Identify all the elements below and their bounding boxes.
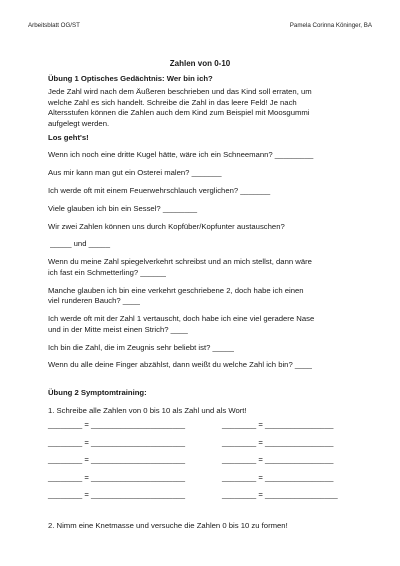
riddle-text: Wenn du meine Zahl spiegelverkehrt schreibst und an mich stellst, dann wäre — [48, 257, 312, 267]
blank-pair-left: ________ = ______________________ — [48, 490, 186, 499]
riddle-text: Wenn ich noch eine dritte Kugel hätte, wäre ich ein Schneemann? _________ — [48, 150, 314, 159]
exercise-1-heading: Übung 1 Optisches Gedächtnis: Wer bin ich? — [48, 74, 213, 83]
riddle-item — [48, 168, 368, 179]
blank-pair-right: ________ = _________________ — [222, 490, 338, 499]
riddle-text: Wenn du alle deine Finger abzählst, dann weißt du welche Zahl ich bin? ____ — [48, 360, 312, 370]
riddle-item — [48, 186, 368, 197]
intro-line: Jede Zahl wird nach dem Äußeren beschrieben und das Kind soll erraten, um — [48, 87, 312, 96]
riddle-text: ich fast ein Schmetterling? ______ — [48, 267, 166, 277]
exercise-2-task-1: 1. Schreibe alle Zahlen von 0 bis 10 als Zahl und als Wort! — [48, 406, 247, 415]
exercise-2-task-2: 2. Nimm eine Knetmasse und versuche die Zahlen 0 bis 10 zu formen! — [48, 521, 288, 530]
blank-pair-right: ________ = ________________ — [222, 420, 334, 429]
grid-row — [48, 490, 368, 508]
intro-line: welche Zahl es sich handelt. Schreibe die Zahl in das leere Feld! Je nach — [48, 97, 297, 107]
riddle-item — [48, 222, 368, 250]
riddle-text: Viele glauben ich bin ein Sessel? ________ — [48, 203, 198, 213]
header-left: Arbeitsblatt OG/ST — [28, 22, 80, 29]
grid-row — [48, 473, 368, 491]
number-word-grid — [48, 420, 368, 508]
riddle-text: und in der Mitte meist einen Strich? ____ — [48, 324, 188, 334]
blank-pair-left: ________ = ______________________ — [48, 472, 186, 482]
riddle-text: viel runderen Bauch? ____ — [48, 296, 140, 306]
blank-pair-right: ________ = ________________ — [222, 472, 334, 482]
riddle-text: Wir zwei Zahlen können uns durch Kopfüber/Kopfunter austauschen? — [48, 221, 285, 231]
blank-pair-right: ________ = ________________ — [222, 437, 334, 447]
riddle-item — [48, 204, 368, 215]
riddle-text: _____ und _____ — [48, 239, 110, 249]
riddle-item — [48, 286, 368, 307]
blank-pair-left: ________ = ______________________ — [48, 420, 186, 429]
blank-pair-left: ________ = ______________________ — [48, 437, 186, 447]
blank-pair-right: ________ = ________________ — [222, 455, 334, 464]
grid-row — [48, 455, 368, 473]
riddle-text: Ich bin die Zahl, die im Zeugnis sehr beliebt ist? _____ — [48, 342, 234, 352]
grid-row — [48, 420, 368, 438]
grid-row — [48, 438, 368, 456]
riddle-item — [48, 343, 368, 354]
riddle-item — [48, 150, 368, 161]
page-title: Zahlen von 0-10 — [169, 59, 231, 68]
riddle-text: Ich werde oft mit einem Feuerwehrschlauch verglichen? _______ — [48, 185, 271, 195]
header-right: Pamela Corinna Köninger, BA — [289, 22, 372, 29]
blank-pair-left: ________ = ______________________ — [48, 455, 186, 464]
intro-line: aufgelegt werden. — [48, 118, 110, 128]
riddle-item — [48, 314, 368, 335]
riddle-text: Ich werde oft mit der Zahl 1 vertauscht, doch habe ich eine viel geradere Nase — [48, 314, 315, 324]
exercise-2-heading: Übung 2 Symptomtraining: — [48, 388, 147, 397]
exercise-1-intro — [48, 87, 368, 129]
riddle-text: Aus mir kann man gut ein Osterei malen? _______ — [48, 167, 222, 177]
riddle-item — [48, 360, 368, 371]
riddle-item — [48, 257, 368, 278]
riddle-text: Manche glauben ich bin eine verkehrt geschriebene 2, doch habe ich einen — [48, 285, 304, 295]
intro-line: Altersstufen können die Zahlen auch dem Kind zum Beispiel mit Moosgummi — [48, 108, 310, 118]
lets-go-heading: Los geht's! — [48, 133, 89, 142]
riddle-list — [48, 150, 368, 378]
